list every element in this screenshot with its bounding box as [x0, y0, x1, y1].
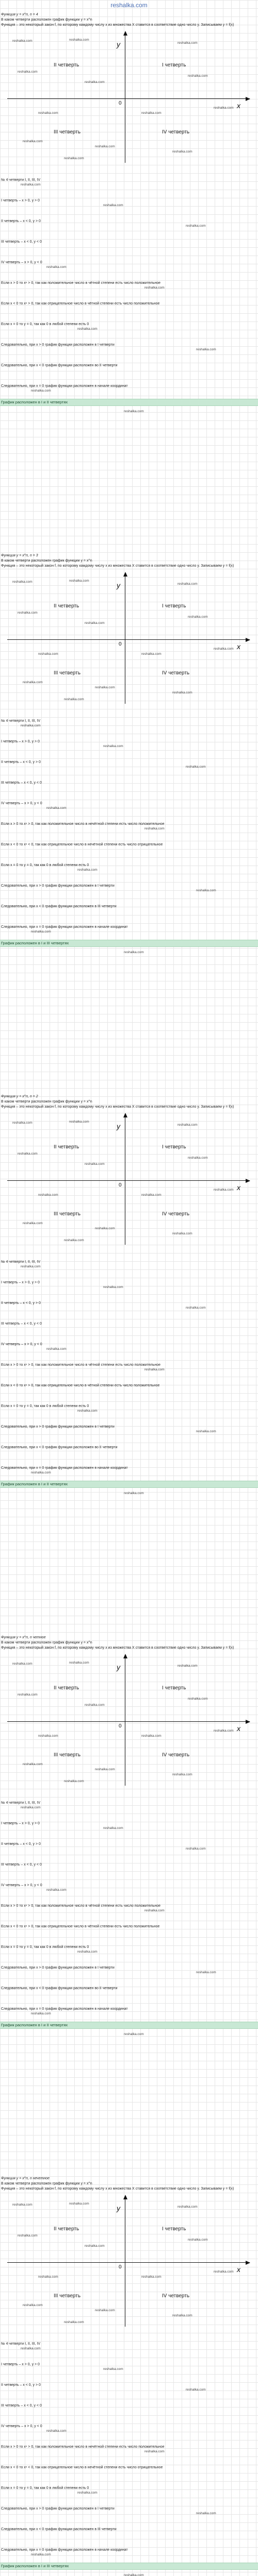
watermark-text: reshalka.com: [23, 140, 43, 143]
quadrant-3-label: III четверть: [54, 1211, 81, 1217]
watermark-text: reshalka.com: [38, 652, 58, 656]
watermark-text: reshalka.com: [46, 1347, 67, 1351]
explanation-line: Следовательно, при x > 0 график функции расположен в I четверти: [1, 1966, 115, 1970]
watermark-text: reshalka.com: [38, 1734, 58, 1738]
explanation-line: Следовательно, при x < 0 график функции расположен во II четверти: [1, 364, 118, 367]
watermark-text: reshalka.com: [144, 1368, 165, 1371]
x-axis-arrow-icon: [246, 2261, 250, 2265]
result-banner: График расположен в I и II четвертях: [0, 1481, 258, 1488]
watermark-text: reshalka.com: [38, 2275, 58, 2279]
x-axis: [7, 1180, 250, 1181]
watermark-text: reshalka.com: [124, 951, 144, 954]
watermark-text: reshalka.com: [77, 868, 98, 872]
watermark-text: reshalka.com: [31, 930, 51, 934]
watermark-text: reshalka.com: [141, 111, 162, 115]
watermark-text: reshalka.com: [214, 2270, 234, 2274]
watermark-text: reshalka.com: [64, 1780, 84, 1783]
watermark-text: reshalka.com: [46, 806, 67, 810]
explanation-line: Если x > 0 то xⁿ > 0, так как положительное число в чётной степени есть число положительное: [1, 1904, 161, 1908]
watermark-text: reshalka.com: [64, 698, 84, 701]
intro-line: Функция – это некоторый закон f, по которому каждому числу x из множества X ставится в соответствие одно число y. Записываем y = f(x): [1, 2187, 234, 2191]
section-intro: [0, 553, 258, 569]
x-axis: [7, 98, 250, 99]
x-axis-arrow-icon: [246, 1720, 250, 1724]
explanation-line: Следовательно, при x = 0 график функции расположен в начале координат: [1, 2548, 128, 2552]
watermark-text: reshalka.com: [188, 615, 208, 619]
explanation-line: Следовательно, при x < 0 график функции расположен в III четверти: [1, 2528, 117, 2531]
quadrant-2-label: II четверть: [54, 1685, 79, 1691]
explanation-line: IV четверть – x > 0, y < 0: [1, 1343, 42, 1346]
explanation-line: II четверть – x < 0, y > 0: [1, 760, 41, 764]
watermark-text: reshalka.com: [46, 1888, 67, 1892]
origin-label: 0: [119, 641, 122, 647]
explanation-line: Если x = 0 то y = 0, так как 0 в любой степени есть 0: [1, 1404, 89, 1408]
watermark-text: reshalka.com: [85, 80, 105, 84]
section-intro: [0, 12, 258, 28]
x-axis: [7, 639, 250, 640]
section-body: [0, 1793, 258, 2036]
watermark-text: reshalka.com: [196, 1430, 216, 1433]
x-axis-arrow-icon: [246, 638, 250, 642]
explanation-line: Если x < 0 то xⁿ > 0, так как отрицательное число в чётной степени есть число положительное: [1, 1925, 160, 1928]
watermark-text: reshalka.com: [77, 1409, 98, 1413]
y-axis-arrow-icon: [123, 572, 127, 577]
y-axis-label: y: [117, 2204, 120, 2212]
watermark-text: reshalka.com: [18, 2234, 38, 2238]
section-intro: [0, 1094, 258, 1110]
explanation-line: Если x < 0 то xⁿ < 0, так как отрицательное число в нечётной степени есть число отрицательное: [1, 2466, 163, 2469]
y-axis-arrow-icon: [123, 1654, 127, 1658]
x-axis: [7, 2262, 250, 2263]
section-body: [0, 711, 258, 954]
watermark-text: reshalka.com: [21, 724, 41, 727]
result-banner: График расположен в I и III четвертях: [0, 2563, 258, 2570]
explanation-line: I четверть – x > 0, y > 0: [1, 1822, 40, 1825]
watermark-text: reshalka.com: [186, 224, 206, 228]
explanation-line: III четверть – x < 0, y < 0: [1, 2404, 42, 2408]
watermark-text: reshalka.com: [64, 157, 84, 160]
explanation-line: Следовательно, при x = 0 график функции расположен в начале координат: [1, 1466, 128, 1470]
origin-label: 0: [119, 2264, 122, 2270]
x-axis-label: x: [237, 2265, 240, 2274]
watermark-text: reshalka.com: [188, 1156, 208, 1160]
watermark-text: reshalka.com: [23, 681, 43, 684]
y-axis-label: y: [117, 1122, 120, 1130]
quadrant-3-label: III четверть: [54, 1752, 81, 1758]
explanation-line: III четверть – x < 0, y < 0: [1, 240, 42, 244]
section-intro: [0, 1635, 258, 1651]
y-axis-arrow-icon: [123, 1113, 127, 1117]
explanation-line: IV четверть – x > 0, y < 0: [1, 1884, 42, 1887]
watermark-text: reshalka.com: [178, 1123, 198, 1127]
x-axis-arrow-icon: [246, 97, 250, 101]
watermark-text: reshalka.com: [172, 150, 192, 154]
x-axis-label: x: [237, 642, 240, 651]
watermark-text: reshalka.com: [196, 2512, 216, 2515]
watermark-text: reshalka.com: [144, 827, 165, 831]
quadrant-1-label: I четверть: [162, 62, 186, 68]
watermark-text: reshalka.com: [172, 1773, 192, 1776]
section-body: [0, 170, 258, 413]
watermark-text: reshalka.com: [124, 1492, 144, 1495]
watermark-text: reshalka.com: [31, 2012, 51, 2015]
explanation-line: Если x > 0 то xⁿ > 0, так как положительное число в нечётной степени есть число положительное: [1, 822, 165, 826]
watermark-text: reshalka.com: [214, 647, 234, 651]
explanation-line: II четверть – x < 0, y > 0: [1, 2383, 41, 2387]
intro-line: Функция – это некоторый закон f, по которому каждому числу x из множества X ставится в соответствие одно число y. Записываем y = f(x): [1, 1646, 234, 1650]
explanation-line: I четверть – x > 0, y > 0: [1, 740, 40, 743]
watermark-text: reshalka.com: [144, 1909, 165, 1912]
watermark-text: reshalka.com: [85, 621, 105, 625]
explanation-line: Если x = 0 то y = 0, так как 0 в любой степени есть 0: [1, 863, 89, 867]
explanation-line: Следовательно, при x = 0 график функции расположен в начале координат: [1, 384, 128, 388]
watermark-text: reshalka.com: [186, 2388, 206, 2392]
explanation-line: Если x > 0 то xⁿ > 0, так как положительное число в чётной степени есть число положительное: [1, 281, 161, 285]
watermark-text: reshalka.com: [12, 39, 33, 43]
quadrant-graph: [7, 1657, 250, 1786]
intro-line: В каком четверти расположен график функции y = x^n: [1, 1100, 92, 1104]
explanation-line: Следовательно, при x > 0 график функции расположен в I четверти: [1, 2507, 115, 2511]
quadrant-1-label: I четверть: [162, 1144, 186, 1150]
watermark-text: reshalka.com: [214, 1188, 234, 1192]
y-axis-arrow-icon: [123, 31, 127, 36]
watermark-text: reshalka.com: [172, 691, 192, 694]
problem-section: [0, 553, 258, 1089]
x-axis-label: x: [237, 1724, 240, 1733]
explanation-line: I четверть – x > 0, y > 0: [1, 199, 40, 202]
watermark-text: reshalka.com: [188, 74, 208, 78]
quadrant-graph: [7, 34, 250, 163]
explanation-line: Если x < 0 то xⁿ > 0, так как отрицательное число в чётной степени есть число положительное: [1, 302, 160, 306]
y-axis-arrow-icon: [123, 2195, 127, 2199]
watermark-text: reshalka.com: [18, 1693, 38, 1697]
quadrant-graph: [7, 575, 250, 704]
watermark-text: reshalka.com: [21, 1265, 41, 1268]
watermark-text: reshalka.com: [172, 2314, 192, 2317]
problem-section: [0, 1094, 258, 1630]
watermark-text: reshalka.com: [77, 327, 98, 331]
explanation-line: № 4 четверти I, II, III, IV: [1, 178, 41, 182]
explanation-line: Если x > 0 то xⁿ > 0, так как положительное число в чётной степени есть число положительное: [1, 1363, 161, 1367]
section-body: [0, 1252, 258, 1495]
watermark-text: reshalka.com: [85, 2244, 105, 2248]
watermark-text: reshalka.com: [23, 2303, 43, 2307]
explanation-line: III четверть – x < 0, y < 0: [1, 1863, 42, 1867]
explanation-line: Если x = 0 то y = 0, так как 0 в любой степени есть 0: [1, 1945, 89, 1949]
watermark-text: reshalka.com: [38, 111, 58, 115]
intro-line: Функция y = x^n, n нечетное: [1, 2177, 50, 2180]
x-axis-arrow-icon: [246, 1179, 250, 1183]
quadrant-2-label: II четверть: [54, 62, 79, 68]
watermark-text: reshalka.com: [12, 580, 33, 584]
explanation-line: № 4 четверти I, II, III, IV: [1, 1801, 41, 1805]
explanation-line: I четверть – x > 0, y > 0: [1, 2363, 40, 2366]
watermark-text: reshalka.com: [12, 1662, 33, 1666]
explanation-line: Следовательно, при x = 0 график функции расположен в начале координат: [1, 2007, 128, 2011]
watermark-text: reshalka.com: [18, 611, 38, 615]
x-axis-label: x: [237, 101, 240, 110]
watermark-text: reshalka.com: [103, 204, 123, 207]
watermark-text: reshalka.com: [103, 744, 123, 748]
watermark-text: reshalka.com: [69, 2202, 89, 2206]
problem-section: [0, 12, 258, 548]
site-header[interactable]: reshalka.com: [110, 2, 148, 9]
intro-line: Функция y = x^n, n четное: [1, 1636, 46, 1639]
explanation-line: Если x = 0 то y = 0, так как 0 в любой степени есть 0: [1, 2486, 89, 2490]
intro-line: В каком четверти расположен график функции y = x^n: [1, 559, 92, 563]
explanation-line: IV четверть – x > 0, y < 0: [1, 2425, 42, 2428]
explanation-line: № 4 четверти I, II, III, IV: [1, 2342, 41, 2346]
watermark-text: reshalka.com: [21, 2347, 41, 2350]
intro-line: Функция – это некоторый закон f, по которому каждому числу x из множества X ставится в соответствие одно число y. Записываем y = f(x): [1, 23, 234, 27]
quadrant-graph: [7, 1116, 250, 1245]
watermark-text: reshalka.com: [77, 1950, 98, 1954]
watermark-text: reshalka.com: [38, 1193, 58, 1197]
explanation-line: № 4 четверти I, II, III, IV: [1, 1260, 41, 1264]
quadrant-2-label: II четверть: [54, 603, 79, 609]
problem-section: [0, 2176, 258, 2576]
watermark-text: reshalka.com: [124, 2032, 144, 2036]
watermark-text: reshalka.com: [23, 1222, 43, 1225]
watermark-text: reshalka.com: [77, 2491, 98, 2495]
quadrant-3-label: III четверть: [54, 2293, 81, 2299]
watermark-text: reshalka.com: [69, 579, 89, 583]
section-body: [0, 2334, 258, 2576]
explanation-line: Если x = 0 то y = 0, так как 0 в любой степени есть 0: [1, 323, 89, 326]
quadrant-1-label: I четверть: [162, 2226, 186, 2232]
watermark-text: reshalka.com: [188, 1697, 208, 1701]
watermark-text: reshalka.com: [178, 41, 198, 45]
watermark-text: reshalka.com: [85, 1703, 105, 1707]
watermark-text: reshalka.com: [21, 183, 41, 187]
watermark-text: reshalka.com: [64, 2320, 84, 2324]
watermark-text: reshalka.com: [144, 286, 165, 290]
explanation-line: № 4 четверти I, II, III, IV: [1, 719, 41, 723]
watermark-text: reshalka.com: [46, 265, 67, 269]
watermark-text: reshalka.com: [31, 389, 51, 393]
watermark-text: reshalka.com: [69, 1120, 89, 1124]
quadrant-3-label: III четверть: [54, 670, 81, 676]
y-axis-label: y: [117, 40, 120, 48]
explanation-line: III четверть – x < 0, y < 0: [1, 781, 42, 785]
watermark-text: reshalka.com: [214, 106, 234, 110]
quadrant-4-label: IV четверть: [162, 1752, 190, 1758]
watermark-text: reshalka.com: [46, 2429, 67, 2433]
x-axis: [7, 1721, 250, 1722]
result-banner: График расположен в I и III четвертях: [0, 940, 258, 947]
quadrant-1-label: I четверть: [162, 1685, 186, 1691]
watermark-text: reshalka.com: [196, 348, 216, 351]
explanation-line: Следовательно, при x > 0 график функции расположен в I четверти: [1, 1425, 115, 1429]
explanation-line: Если x < 0 то xⁿ > 0, так как отрицательное число в чётной степени есть число положительное: [1, 1384, 160, 1387]
watermark-text: reshalka.com: [178, 582, 198, 586]
watermark-text: reshalka.com: [172, 1232, 192, 1235]
explanation-line: IV четверть – x > 0, y < 0: [1, 802, 42, 805]
intro-line: Функция y = x^n, n = 3: [1, 554, 38, 557]
x-axis-label: x: [237, 1183, 240, 1192]
explanation-line: III четверть – x < 0, y < 0: [1, 1322, 42, 1326]
watermark-text: reshalka.com: [31, 1471, 51, 1475]
watermark-text: reshalka.com: [186, 1306, 206, 1310]
watermark-text: reshalka.com: [18, 1152, 38, 1156]
quadrant-4-label: IV четверть: [162, 2293, 190, 2299]
explanation-line: Если x < 0 то xⁿ < 0, так как отрицательное число в нечётной степени есть число отрицательное: [1, 843, 163, 846]
watermark-text: reshalka.com: [141, 1193, 162, 1197]
watermark-text: reshalka.com: [21, 1806, 41, 1809]
watermark-text: reshalka.com: [196, 889, 216, 892]
watermark-text: reshalka.com: [12, 1121, 33, 1125]
watermark-text: reshalka.com: [95, 1227, 115, 1230]
watermark-text: reshalka.com: [124, 410, 144, 413]
watermark-text: reshalka.com: [95, 1768, 115, 1771]
explanation-line: II четверть – x < 0, y > 0: [1, 1842, 41, 1846]
result-banner: График расположен в I и II четвертях: [0, 399, 258, 406]
watermark-text: reshalka.com: [69, 1661, 89, 1665]
quadrant-4-label: IV четверть: [162, 129, 190, 135]
quadrant-3-label: III четверть: [54, 129, 81, 135]
watermark-text: reshalka.com: [103, 1285, 123, 1289]
origin-label: 0: [119, 1182, 122, 1188]
explanation-line: Следовательно, при x > 0 график функции расположен в I четверти: [1, 343, 115, 347]
y-axis-label: y: [117, 581, 120, 589]
intro-line: Функция – это некоторый закон f, по которому каждому числу x из множества X ставится в соответствие одно число y. Записываем y = f(x): [1, 564, 234, 568]
watermark-text: reshalka.com: [141, 652, 162, 656]
intro-line: Функция y = x^n, n = 4: [1, 13, 38, 16]
section-intro: [0, 2176, 258, 2192]
explanation-line: Следовательно, при x = 0 график функции расположен в начале координат: [1, 925, 128, 929]
watermark-text: reshalka.com: [64, 1239, 84, 1242]
explanation-line: IV четверть – x > 0, y < 0: [1, 261, 42, 264]
result-banner: График расположен в I и II четвертях: [0, 2022, 258, 2029]
watermark-text: reshalka.com: [95, 145, 115, 148]
y-axis-label: y: [117, 1663, 120, 1671]
watermark-text: reshalka.com: [141, 2275, 162, 2279]
quadrant-2-label: II четверть: [54, 1144, 79, 1150]
explanation-line: Следовательно, при x < 0 график функции расположен во II четверти: [1, 1446, 118, 1449]
origin-label: 0: [119, 100, 122, 106]
watermark-text: reshalka.com: [95, 2309, 115, 2312]
watermark-text: reshalka.com: [85, 1162, 105, 1166]
watermark-text: reshalka.com: [178, 1664, 198, 1668]
watermark-text: reshalka.com: [178, 2205, 198, 2209]
watermark-text: reshalka.com: [186, 1847, 206, 1851]
watermark-text: reshalka.com: [12, 2203, 33, 2207]
watermark-text: reshalka.com: [214, 1729, 234, 1733]
explanation-line: Следовательно, при x > 0 график функции расположен в I четверти: [1, 884, 115, 888]
intro-line: В каком четверти расположен график функции y = x^n: [1, 1641, 92, 1645]
explanation-line: I четверть – x > 0, y > 0: [1, 1281, 40, 1284]
watermark-text: reshalka.com: [124, 2573, 144, 2576]
watermark-text: reshalka.com: [18, 70, 38, 74]
problem-section: [0, 1635, 258, 2171]
watermark-text: reshalka.com: [31, 2553, 51, 2556]
watermark-text: reshalka.com: [103, 1826, 123, 1830]
explanation-line: II четверть – x < 0, y > 0: [1, 1301, 41, 1305]
watermark-text: reshalka.com: [144, 2450, 165, 2453]
intro-line: В каком четверти расположен график функции y = x^n: [1, 18, 92, 22]
quadrant-graph: [7, 2198, 250, 2327]
watermark-text: reshalka.com: [188, 2238, 208, 2242]
watermark-text: reshalka.com: [103, 2367, 123, 2371]
explanation-line: Следовательно, при x < 0 график функции расположен во II четверти: [1, 1987, 118, 1990]
explanation-line: Следовательно, при x < 0 график функции расположен в III четверти: [1, 905, 117, 908]
intro-line: Функция y = x^n, n = 2: [1, 1095, 38, 1098]
intro-line: В каком четверти расположен график функции y = x^n: [1, 2182, 92, 2185]
watermark-text: reshalka.com: [23, 1762, 43, 1766]
watermark-text: reshalka.com: [196, 1971, 216, 1974]
quadrant-2-label: II четверть: [54, 2226, 79, 2232]
explanation-line: II четверть – x < 0, y > 0: [1, 219, 41, 223]
origin-label: 0: [119, 1723, 122, 1729]
intro-line: Функция – это некоторый закон f, по которому каждому числу x из множества X ставится в соответствие одно число y. Записываем y = f(x): [1, 1105, 234, 1109]
watermark-text: reshalka.com: [69, 38, 89, 42]
watermark-text: reshalka.com: [95, 686, 115, 689]
quadrant-4-label: IV четверть: [162, 1211, 190, 1217]
quadrant-4-label: IV четверть: [162, 670, 190, 676]
watermark-text: reshalka.com: [141, 1734, 162, 1738]
quadrant-1-label: I четверть: [162, 603, 186, 609]
watermark-text: reshalka.com: [186, 765, 206, 769]
explanation-line: Если x > 0 то xⁿ > 0, так как положительное число в нечётной степени есть число положительное: [1, 2445, 165, 2449]
